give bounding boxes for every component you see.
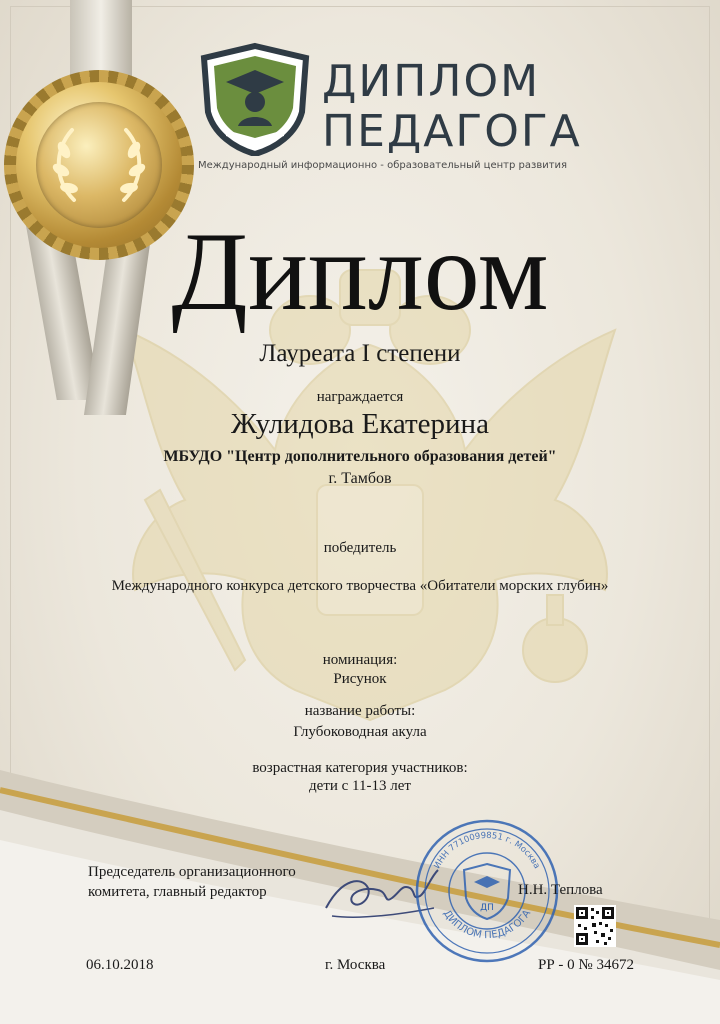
status-label: победитель: [323, 540, 397, 556]
diploma-degree: Лауреата I степени: [259, 340, 461, 367]
nomination-value: Рисунок: [333, 671, 387, 687]
logo-title-line2: ПЕДАГОГА: [322, 106, 582, 157]
issue-date: 06.10.2018: [86, 957, 154, 973]
nomination-label: номинация:: [322, 652, 398, 668]
work-title-value: Глубоководная акула: [293, 724, 427, 740]
diploma-title: Диплом: [171, 210, 549, 334]
stamp-inn-text: ИНН 7710099851 г. Москва: [432, 830, 542, 871]
chair-name: Н.Н. Теплова: [518, 882, 603, 898]
organization: МБУДО "Центр дополнительного образования детей": [163, 448, 557, 465]
age-category-value: дети с 11-13 лет: [309, 778, 411, 794]
stamp-ring-text: ДИПЛОМ ПЕДАГОГА: [440, 908, 534, 942]
contest-name: Международного конкурса детского творчества «Обитатели морских глубин»: [111, 578, 609, 594]
issue-city: г. Москва: [325, 957, 386, 973]
age-category-label: возрастная категория участников:: [252, 760, 468, 776]
laurel-wreath-icon: [44, 110, 154, 220]
work-title-label: название работы:: [304, 703, 416, 719]
organization-city: г. Тамбов: [328, 470, 392, 487]
qr-code-icon: [574, 905, 616, 947]
chair-title: Председатель организационного комитета, главный редактор: [88, 864, 296, 900]
stamp-center-text: ДП: [480, 903, 494, 913]
logo-title-line1: ДИПЛОМ: [322, 56, 541, 107]
awarded-label: награждается: [316, 389, 404, 405]
logo-subtitle: Международный информационно - образовательный центр развития: [198, 160, 568, 171]
graduate-shield-logo-icon: [196, 42, 314, 156]
svg-text:ДИПЛОМ ПЕДАГОГА: [441, 908, 533, 941]
recipient-name: Жулидова Екатерина: [231, 408, 489, 440]
registration-number: РР - 0 № 34672: [538, 957, 634, 973]
